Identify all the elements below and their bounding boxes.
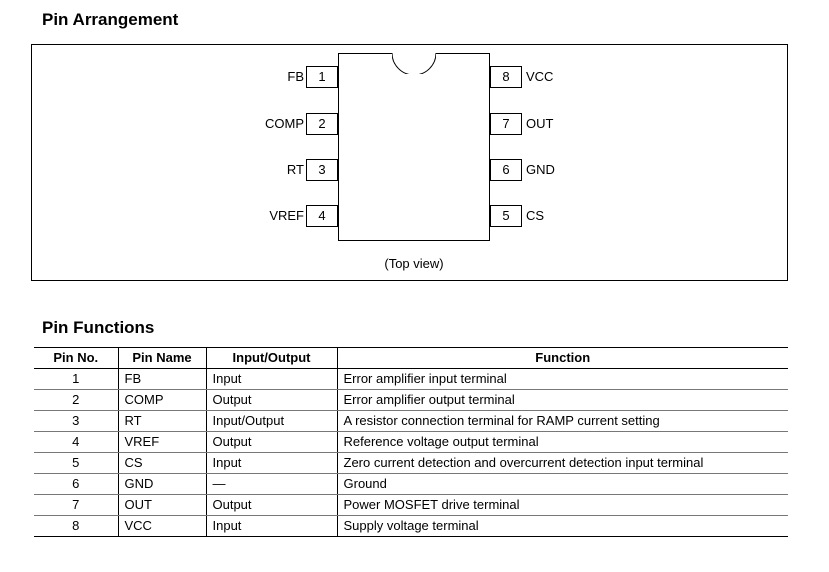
- function-cell: Reference voltage output terminal: [337, 432, 788, 453]
- pin-name-cell: RT: [118, 411, 206, 432]
- pin-no-cell: 8: [34, 516, 118, 537]
- pin-3-name: RT: [286, 162, 304, 177]
- pin-no-cell: 3: [34, 411, 118, 432]
- io-cell: Input: [206, 369, 337, 390]
- pin-functions-title: Pin Functions: [42, 318, 155, 337]
- table-row: [34, 495, 788, 516]
- function-cell: A resistor connection terminal for RAMP current setting: [337, 411, 788, 432]
- table-row: [34, 453, 788, 474]
- io-cell: Output: [206, 495, 337, 516]
- pin-1-name: FB: [287, 69, 304, 84]
- io-cell: Input/Output: [206, 411, 337, 432]
- pin-7-box: 7: [490, 113, 522, 135]
- function-cell: Power MOSFET drive terminal: [337, 495, 788, 516]
- pin-no-cell: 5: [34, 453, 118, 474]
- pin-no-cell: 4: [34, 432, 118, 453]
- header-input-output: Input/Output: [206, 348, 337, 369]
- pin-5-box: 5: [490, 205, 522, 227]
- pin-functions-table: [34, 347, 788, 537]
- function-cell: Supply voltage terminal: [337, 516, 788, 537]
- table-row: [34, 474, 788, 495]
- pin-name-cell: OUT: [118, 495, 206, 516]
- top-view-note: (Top view): [384, 256, 444, 271]
- pin-no-cell: 2: [34, 390, 118, 411]
- pin-arrangement-title: Pin Arrangement: [42, 10, 179, 29]
- function-cell: Error amplifier output terminal: [337, 390, 788, 411]
- pin-4-box: 4: [306, 205, 338, 227]
- pin-4-name: VREF: [269, 208, 304, 223]
- io-cell: Input: [206, 453, 337, 474]
- pin-name-cell: GND: [118, 474, 206, 495]
- function-cell: Zero current detection and overcurrent detection input terminal: [337, 453, 788, 474]
- pin-1-box: 1: [306, 66, 338, 88]
- pin1-notch-icon: [392, 52, 436, 74]
- pin-name-cell: VCC: [118, 516, 206, 537]
- header-function: Function: [337, 348, 788, 369]
- pin-8-name: VCC: [526, 69, 554, 84]
- pin-6-box: 6: [490, 159, 522, 181]
- pin-8-box: 8: [490, 66, 522, 88]
- pin-5-name: CS: [526, 208, 545, 223]
- pin-2-name: COMP: [265, 116, 304, 131]
- pin-no-cell: 7: [34, 495, 118, 516]
- pin-name-cell: COMP: [118, 390, 206, 411]
- pin-2-box: 2: [306, 113, 338, 135]
- pin-no-cell: 1: [34, 369, 118, 390]
- header-pin-name: Pin Name: [118, 348, 206, 369]
- table-row: [34, 516, 788, 537]
- table-row: [34, 390, 788, 411]
- header-pin-no: Pin No.: [34, 348, 118, 369]
- table-row: [34, 369, 788, 390]
- table-row: [34, 432, 788, 453]
- io-cell: Input: [206, 516, 337, 537]
- pin-name-cell: VREF: [118, 432, 206, 453]
- table-header-row: [34, 348, 788, 369]
- pin-name-cell: CS: [118, 453, 206, 474]
- pin-name-cell: FB: [118, 369, 206, 390]
- io-cell: Output: [206, 432, 337, 453]
- table-row: [34, 411, 788, 432]
- io-cell: Output: [206, 390, 337, 411]
- function-cell: Error amplifier input terminal: [337, 369, 788, 390]
- pin-3-box: 3: [306, 159, 338, 181]
- pin-7-name: OUT: [526, 116, 554, 131]
- pin-6-name: GND: [526, 162, 555, 177]
- io-cell: —: [206, 474, 337, 495]
- pin-no-cell: 6: [34, 474, 118, 495]
- chip-package-body: [338, 53, 490, 241]
- function-cell: Ground: [337, 474, 788, 495]
